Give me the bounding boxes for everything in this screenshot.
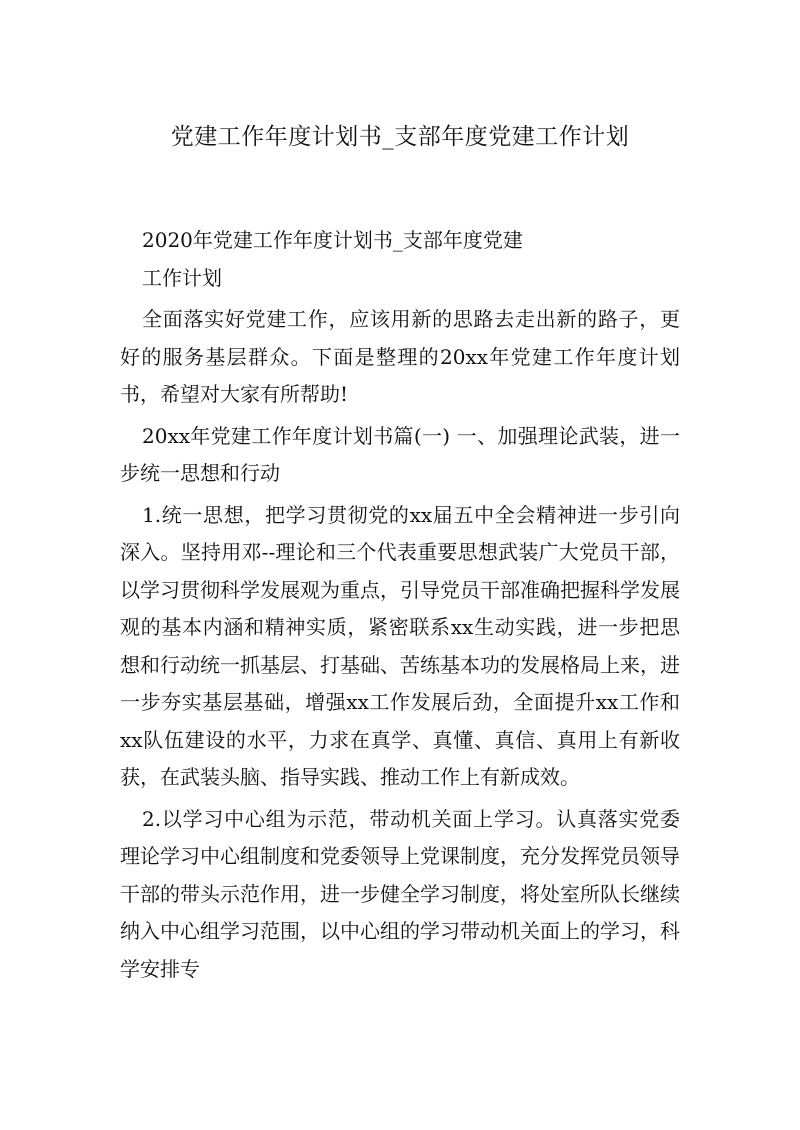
- paragraph-item-1: 1.统一思想，把学习贯彻党的xx届五中全会精神进一步引向深入。坚持用邓--理论和三个代表重要思想武装广大党员干部，以学习贯彻科学发展观为重点，引导党员干部准确把握科学发展观的基本内涵和精神实质，紧密联系xx生动实践，进一步把思想和行动统一抓基层、打基础、苦练基本功的发展格局上来，进一步夯实基层基础，增强xx工作发展后劲，全面提升xx工作和xx队伍建设的水平，力求在真学、真懂、真信、真用上有新收获，在武装头脑、指导实践、推动工作上有新成效。: [120, 502, 680, 789]
- document-body: [120, 222, 680, 992]
- paragraph-heading-line-2: 工作计划: [142, 265, 222, 290]
- paragraph-intro: 全面落实好党建工作，应该用新的思路去走出新的路子，更好的服务基层群众。下面是整理的20xx年党建工作年度计划书，希望对大家有所帮助!: [120, 307, 680, 406]
- document-title: 党建工作年度计划书_支部年度党建工作计划: [170, 124, 630, 150]
- paragraph-heading-line-1: 2020年党建工作年度计划书_支部年度党建: [142, 228, 523, 252]
- paragraph-item-2: 2.以学习中心组为示范，带动机关面上学习。认真落实党委理论学习中心组制度和党委领导上党课制度，充分发挥党员领导干部的带头示范作用，进一步健全学习制度，将处室所队长继续纳入中心组学习范围，以中心组的学习带动机关面上的学习，科学安排专: [120, 806, 680, 981]
- paragraph-section-heading: 20xx年党建工作年度计划书篇(一) 一、加强理论武装，进一步统一思想和行动: [120, 423, 680, 485]
